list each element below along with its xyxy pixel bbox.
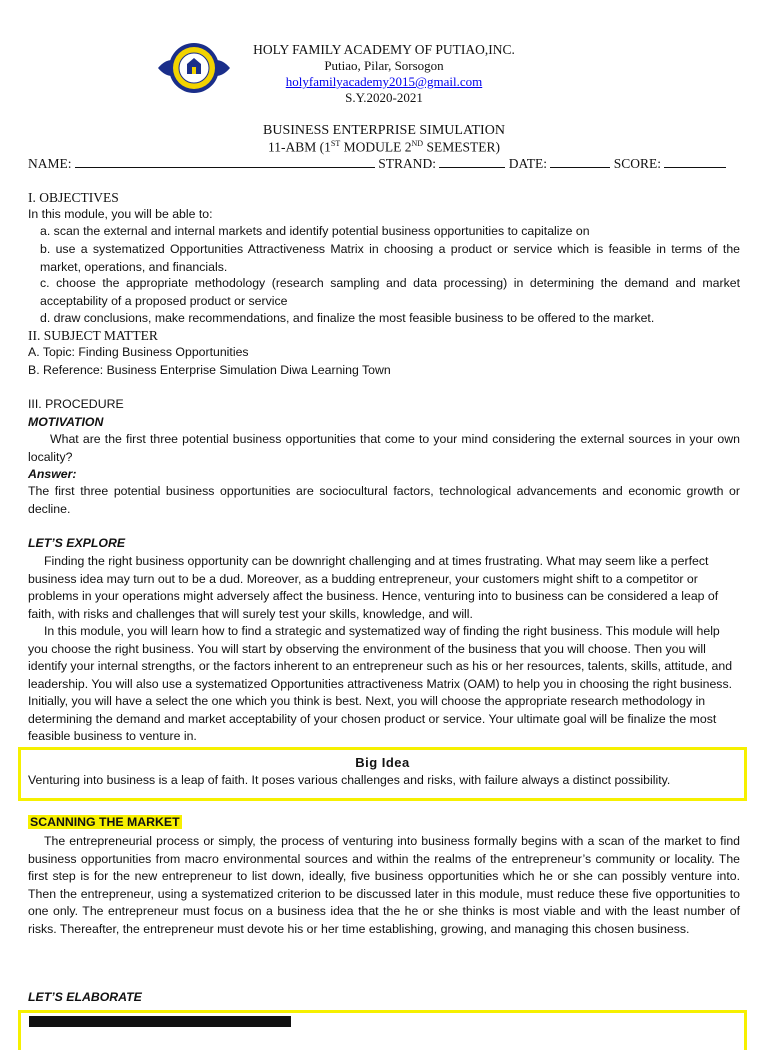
subject-matter-heading: II. SUBJECT MATTER [28,328,158,343]
class-post: SEMESTER) [423,139,500,155]
explore-label: LET’S EXPLORE [28,536,126,550]
school-name: HOLY FAMILY ACADEMY OF PUTIAO,INC. [253,42,515,57]
elaborate-box-bar [29,1016,291,1027]
date-blank[interactable] [550,155,610,168]
name-blank[interactable] [75,155,375,168]
elaborate-label: LET’S ELABORATE [28,990,142,1004]
strand-label: STRAND: [378,156,437,171]
subject-title: BUSINESS ENTERPRISE SIMULATION [263,123,505,138]
objective-b: b. use a systematized Opportunities Attractiveness Matrix in choosing a product or service which is feasible in terms of the market, operations, and financials. [40,242,740,274]
subject-topic: A. Topic: Finding Business Opportunities [28,345,249,359]
score-label: SCORE: [613,156,662,171]
scanning-heading-wrap [28,814,740,832]
class-pre: 11-ABM (1 [268,139,331,155]
procedure-heading: III. PROCEDURE [28,397,124,411]
class-line [0,139,768,156]
score-blank[interactable] [664,155,726,168]
name-label: NAME: [28,156,72,171]
explore-paragraph-2: In this module, you will learn how to find a strategic and systematized way of finding the right business. This module will help you choose the right business. You will start by observing the environment of the business that you will choose. Then you will identify your internal strengths, or the factors inherent to an entrepreneur such as his or her resources, talents, skills, attitude, and leadership. You will also use a systematized Opportunities attractiveness Matrix (OAM) to help you in choosing the right business. Initially, you will have a select the one which you think is best. Next, you will choose the appropriate research methodology in determining the demand and market acceptability of your chosen product or service. Your ultimate goal will be finalize the most feasible business to venture in. [28,624,733,743]
big-idea-title: Big Idea [355,755,410,770]
date-label: DATE: [508,156,548,171]
subject-reference: B. Reference: Business Enterprise Simulation Diwa Learning Town [28,363,391,377]
big-idea-box [18,747,747,801]
class-mid: MODULE 2 [340,139,412,155]
motivation-text: What are the first three potential business opportunities that come to your mind considering the external sources in your own locality? [28,432,740,464]
student-info-line [28,155,758,172]
school-email-wrap [0,74,768,90]
explore-paragraph-1: Finding the right business opportunity can be downright challenging and at times frustrating. What may seem like a perfect business idea may turn out to be a dud. Moreover, as a budding entrepreneur, your customers might shift to a competitor or problems in your operations might adversely affect the business. Hence, venturing into to business can be considered a leap of faith, with risks and challenges that will surely test your skills, knowledge, and will. [28,554,719,621]
class-sup1: ST [330,139,341,148]
objectives-intro: In this module, you will be able to: [28,207,213,221]
objective-d: d. draw conclusions, make recommendations, and finalize the most feasible business to be offered to the market. [40,311,655,325]
motivation-label: MOTIVATION [28,415,104,429]
school-email-link[interactable]: holyfamilyacademy2015@gmail.com [285,74,483,89]
school-address: Putiao, Pilar, Sorsogon [324,58,444,73]
objective-c: c. choose the appropriate methodology (research sampling and data processing) in determining the demand and market acceptability of a proposed product or service [40,276,740,308]
objectives-heading: I. OBJECTIVES [28,190,119,205]
elaborate-box [18,1010,747,1050]
class-sup2: ND [411,139,424,148]
big-idea-text: Venturing into business is a leap of faith. It poses various challenges and risks, with failure always a distinct possibility. [28,773,671,787]
answer-text: The first three potential business opportunities are sociocultural factors, technological advancements and economic growth or decline. [28,484,740,516]
school-year: S.Y.2020-2021 [345,90,423,105]
answer-label: Answer: [28,467,77,481]
objective-a: a. scan the external and internal markets and identify potential business opportunities to capitalize on [40,224,590,238]
scanning-paragraph: The entrepreneurial process or simply, the process of venturing into business formally begins with a scan of the market to find business opportunities from macro environmental sources and within the realms of the entrepreneur’s community or locality. The first step is for the new entrepreneur to list down, ideally, five business opportunities which he or she can possibly venture into. Then the entrepreneur, using a systematized criterion to be discussed later in this module, must reduce these five opportunities to one only. The entrepreneur must focus on a business idea that the he or she thinks is most viable and with the least number of risks. Thereafter, the entrepreneur must devote his or her time establishing, growing, and managing this chosen business. [28,834,740,936]
strand-blank[interactable] [439,155,505,168]
scanning-heading: SCANNING THE MARKET [30,815,180,829]
